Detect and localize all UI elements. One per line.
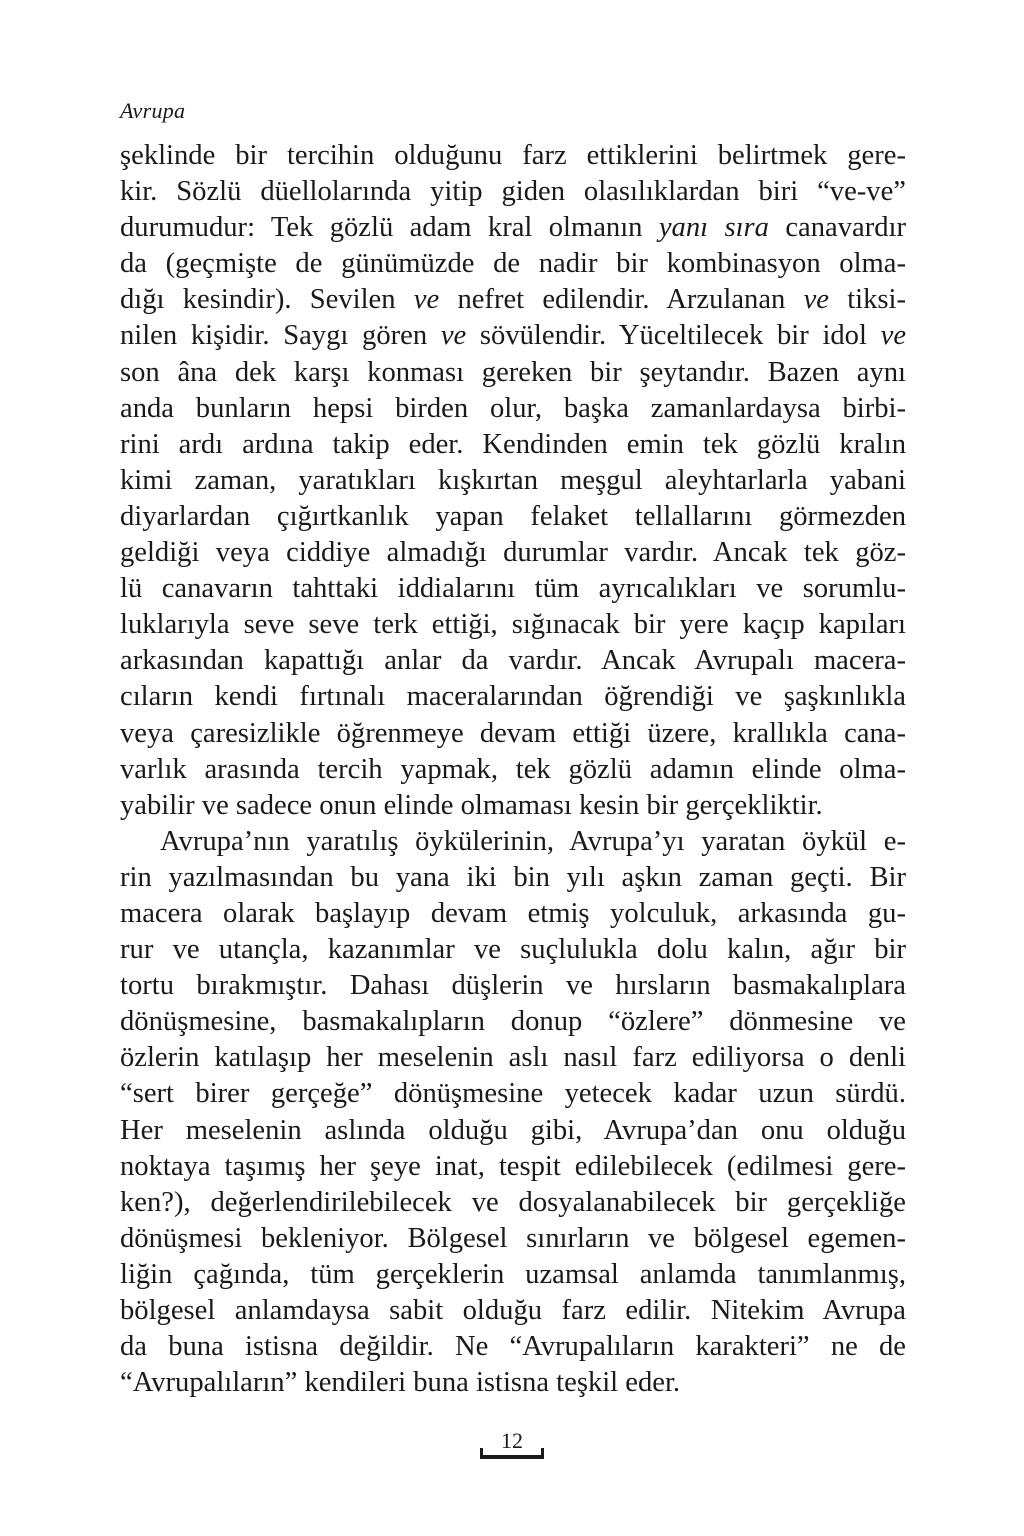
text-line: veya çaresizlikle öğrenmeye devam ettiği üzere, krallıkla cana- [120,717,906,749]
running-head: Avrupa [120,98,186,123]
text-line: kir. Sözlü düellolarında yitip giden olasılıklardan biri “ve-ve” [120,176,906,208]
text-line: dönüşmesine, basmakalıpların donup “özlere” dönmesine ve [120,1006,906,1038]
text-line: diyarlardan çığırtkanlık yapan felaket tellallarını görmezden [120,500,906,532]
text-line: rini ardı ardına takip eder. Kendinden emin tek gözlü kralın [120,428,906,460]
text-line: liğin çağında, tüm gerçeklerin uzamsal anlamda tanımlanmış, [120,1258,906,1290]
text-line: ken?), değerlendirilebilecek ve dosyalanabilecek bir gerçekliğe [120,1186,906,1218]
page-number: 12 [501,1428,523,1453]
text-line: arkasından kapattığı anlar da vardır. Ancak Avrupalı macera- [120,645,906,677]
text-line: lü canavarın tahttaki iddialarını tüm ayrıcalıkları ve sorumlu- [120,573,906,605]
text-line: özlerin katılaşıp her meselenin aslı nasıl farz ediliyorsa o denli [120,1042,906,1074]
body-text [120,138,906,1401]
text-line: dığı kesindir). Sevilen ve nefret edilendir. Arzulanan ve tiksi- [120,284,906,316]
text-line: macera olarak başlayıp devam etmiş yolculuk, arkasında gu- [120,897,906,929]
text-line: geldiği veya ciddiye almadığı durumlar vardır. Ancak tek göz- [120,537,906,569]
text-line: durumudur: Tek gözlü adam kral olmanın yanı sıra canavardır [120,212,906,244]
text-line: nilen kişidir. Saygı gören ve sövülendir. Yüceltilecek bir idol ve [120,320,907,352]
text-line: dönüşmesi bekleniyor. Bölgesel sınırların ve bölgesel egemen- [120,1222,906,1254]
text-line: da buna istisna değildir. Ne “Avrupalıların karakteri” ne de [120,1331,906,1363]
text-line: şeklinde bir tercihin olduğunu farz ettiklerini belirtmek gere- [120,140,906,171]
text-line: Her meselenin aslında olduğu gibi, Avrupa’dan onu olduğu [120,1114,906,1146]
page-number-rule-left-tick [480,1448,483,1459]
text-line: Avrupa’nın yaratılış öykülerinin, Avrupa’yı yaratan öykül e- [160,825,906,857]
page-number-block [0,1428,1024,1467]
paragraph-1 [120,138,906,824]
text-line: rin yazılmasından bu yana iki bin yılı aşkın zaman geçti. Bir [120,861,906,893]
page-number-rule-right-tick [541,1448,544,1459]
text-line: bölgesel anlamdaysa sabit olduğu farz edilir. Nitekim Avrupa [120,1295,906,1326]
paragraph-2 [120,824,906,1402]
text-line: “sert birer gerçeğe” dönüşmesine yetecek kadar uzun sürdü. [120,1078,906,1110]
text-line: varlık arasında tercih yapmak, tek gözlü adamın elinde olma- [120,753,906,785]
text-line: noktaya taşımış her şeye inat, tespit edilebilecek (edilmesi gere- [120,1150,906,1182]
text-line: yabilir ve sadece onun elinde olmaması kesin bir gerçekliktir. [120,789,823,821]
text-line: cıların kendi fırtınalı maceralarından öğrendiği ve şaşkınlıkla [120,681,906,713]
text-line: “Avrupalıların” kendileri buna istisna teşkil eder. [120,1367,681,1399]
text-line: tortu bırakmıştır. Dahası düşlerin ve hırsların basmakalıplara [120,970,906,1002]
text-line: luklarıyla seve seve terk ettiği, sığınacak bir yere kaçıp kapıları [120,609,906,641]
text-line: anda bunların hepsi birden olur, başka zamanlardaysa birbi- [120,392,906,424]
page-number-rule [480,1455,544,1459]
text-line: rur ve utançla, kazanımlar ve suçlulukla dolu kalın, ağır bir [120,934,906,966]
text-line: da (geçmişte de günümüzde de nadir bir kombinasyon olma- [120,248,906,280]
text-line: kimi zaman, yaratıkları kışkırtan meşgul aleyhtarlarla yabani [120,464,906,496]
text-line: son âna dek karşı konması gereken bir şeytandır. Bazen aynı [120,356,906,388]
